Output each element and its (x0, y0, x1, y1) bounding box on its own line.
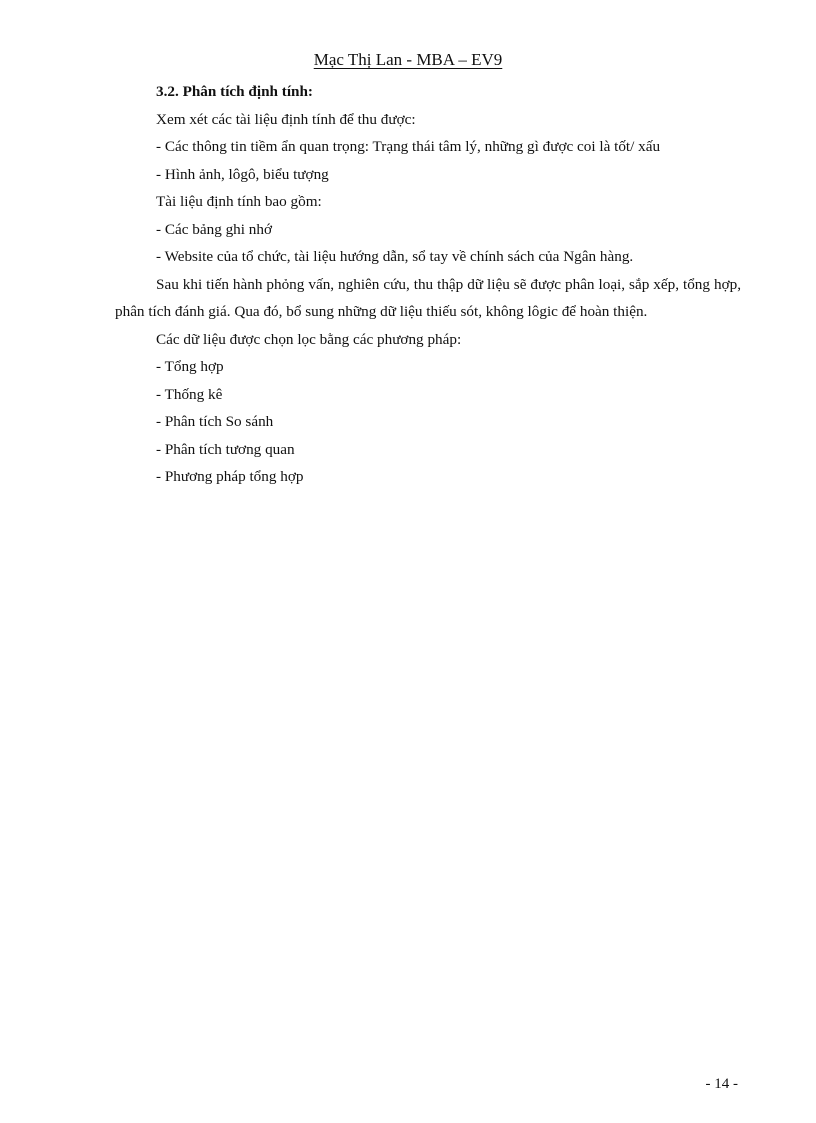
list-item: - Phương pháp tổng hợp (156, 468, 304, 485)
list-item: - Thống kê (156, 385, 223, 403)
body-paragraph: Sau khi tiến hành phỏng vấn, nghiên cứu, thu thập dữ liệu sẽ được phân loại, sắp xếp, tổng hợp, phân tích đánh giá. Qua đó, bổ sung những dữ liệu thiếu sót, không lôgic để hoàn thiện. (115, 275, 741, 320)
materials-intro-text: Tài liệu định tính bao gồm: (156, 193, 322, 210)
methods-intro-text: Các dữ liệu được chọn lọc bằng các phương pháp: (156, 330, 462, 348)
page-header-title: Mạc Thị Lan - MBA – EV9 (313, 50, 503, 69)
list-item: - Website của tổ chức, tài liệu hướng dẫn, sổ tay về chính sách của Ngân hàng. (156, 248, 634, 265)
list-item: - Phân tích So sánh (156, 413, 274, 430)
page-number: - 14 - (705, 1076, 738, 1092)
list-item: - Các bảng ghi nhớ (156, 220, 273, 238)
list-item: - Tổng hợp (156, 358, 224, 375)
section-heading: 3.2. Phân tích định tính: (156, 83, 313, 100)
list-item: - Hình ảnh, lôgô, biểu tượng (156, 165, 329, 183)
list-item: - Các thông tin tiềm ẩn quan trọng: Trạng thái tâm lý, những gì được coi là tốt/ xấu (156, 138, 661, 155)
document-body (115, 78, 741, 491)
intro-text: Xem xét các tài liệu định tính để thu được: (156, 110, 416, 128)
list-item: - Phân tích tương quan (156, 440, 295, 458)
